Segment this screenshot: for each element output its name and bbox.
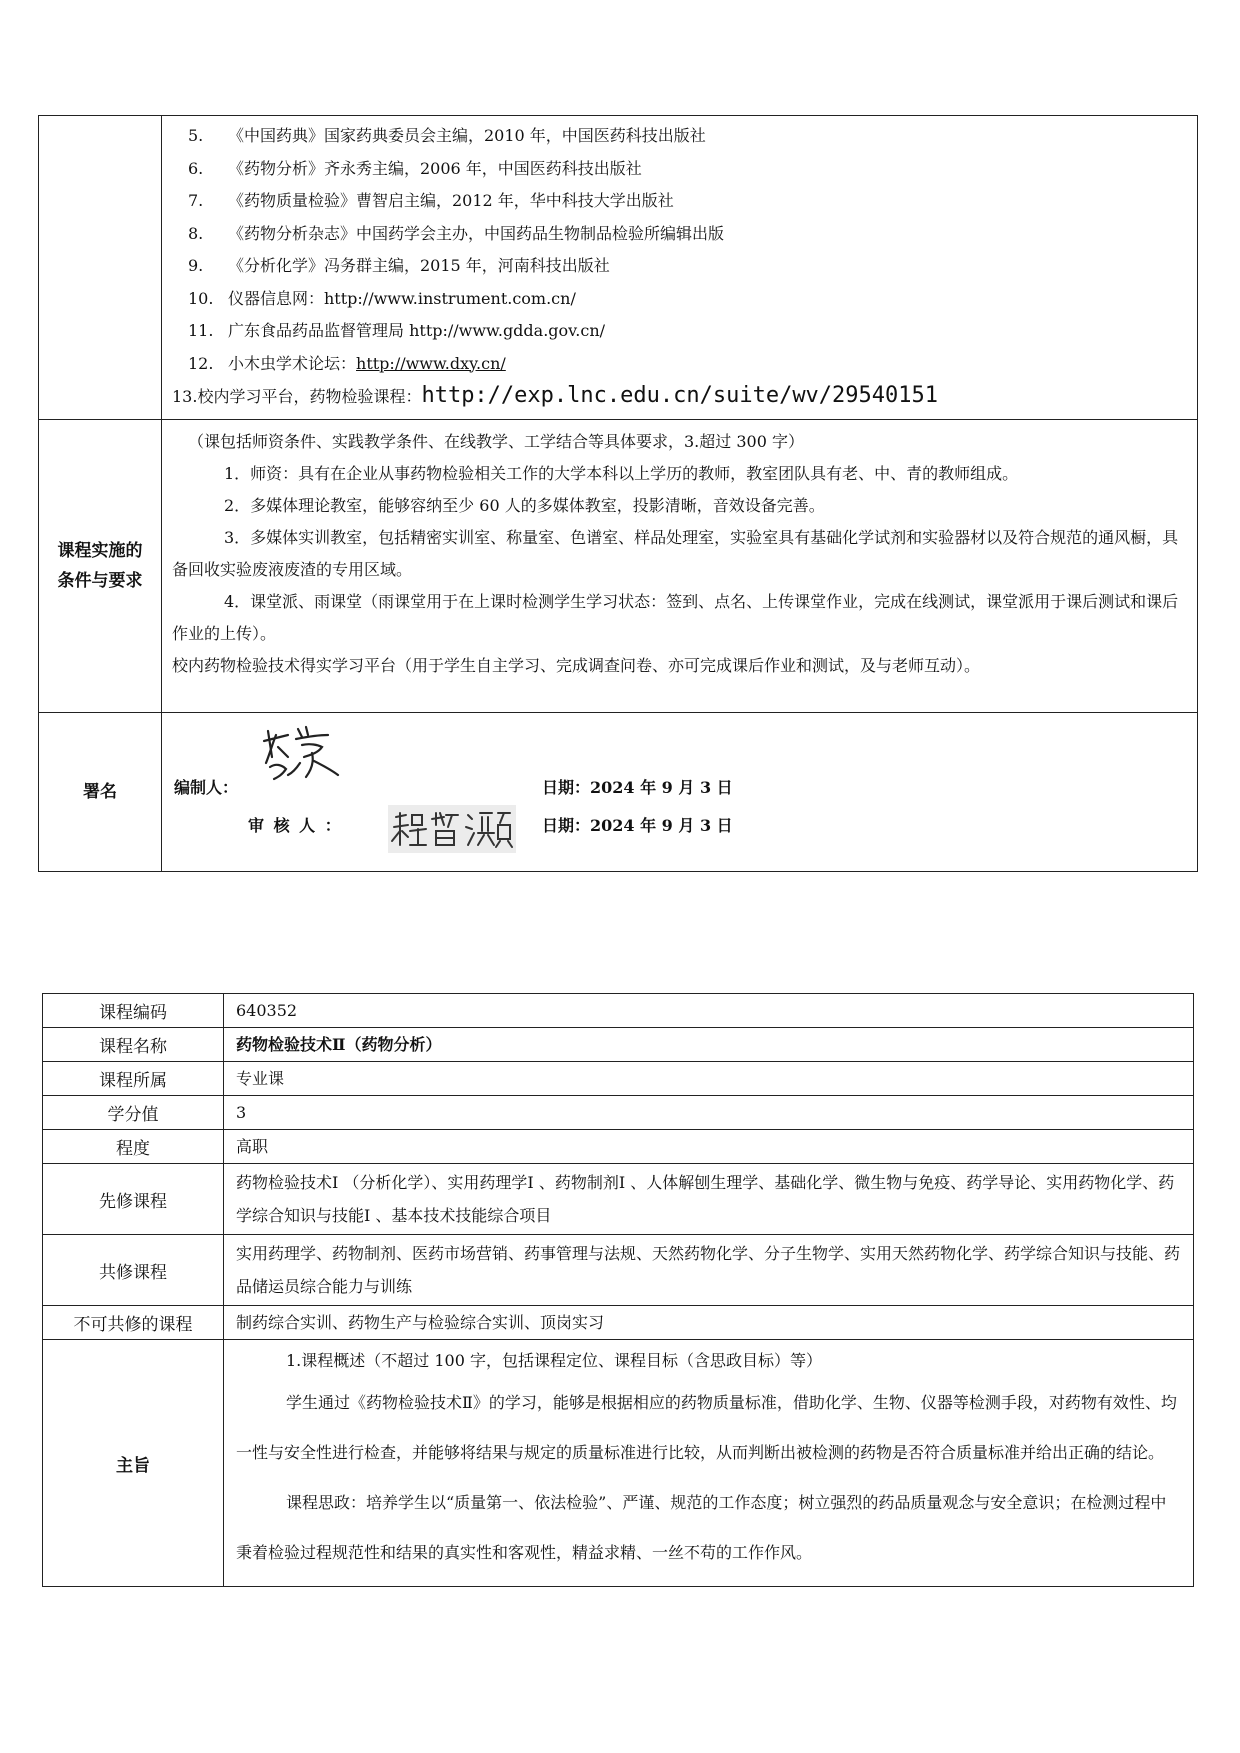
- reference-text: 《药物分析》齐永秀主编，2006 年，中国医药科技出版社: [228, 158, 642, 178]
- reference-link[interactable]: http://www.dxy.cn/: [356, 353, 506, 373]
- course-value: 专业课: [224, 1062, 1194, 1096]
- reference-text: 小木虫学术论坛：: [228, 353, 357, 373]
- course-key: 课程所属: [43, 1062, 224, 1096]
- references-row: [39, 116, 1198, 420]
- course-row: [43, 1130, 1194, 1164]
- references-label-cell: [39, 116, 162, 420]
- conditions-note: （课包括师资条件、实践教学条件、在线教学、工学结合等具体要求，3.超过 300 字）: [188, 431, 804, 451]
- reviewer-date: 日期：2024 年 9 月 3 日: [542, 815, 733, 835]
- author-signature-image: [262, 723, 342, 783]
- course-row: [43, 994, 1194, 1028]
- reference-text: 《分析化学》冯务群主编，2015 年，河南科技出版社: [228, 256, 610, 275]
- reference-item: 10. 仪器信息网：http://www.instrument.com.cn/: [188, 288, 576, 308]
- reference-text: 13.校内学习平台，药物检验课程：: [172, 387, 422, 406]
- course-key: 共修课程: [43, 1235, 224, 1306]
- reference-item: 6. 《药物分析》齐永秀主编，2006 年，中国医药科技出版社: [188, 158, 642, 178]
- reference-text: 《中国药典》国家药典委员会主编，2010 年，中国医药科技出版社: [228, 126, 706, 145]
- reference-item: 7. 《药物质量检验》曹智启主编，2012 年，华中科技大学出版社: [188, 191, 674, 210]
- course-value: 实用药理学、药物制剂、医药市场营销、药事管理与法规、天然药物化学、分子生物学、实用天然药物化学、药学综合知识与技能、药品储运员综合能力与训练: [224, 1235, 1194, 1306]
- references-list: [162, 116, 1198, 420]
- course-row: [43, 1028, 1194, 1062]
- course-value: 制药综合实训、药物生产与检验综合实训、顶岗实习: [224, 1306, 1194, 1340]
- course-row: [43, 1306, 1194, 1340]
- signature-content: [162, 712, 1198, 871]
- course-row: [43, 1096, 1194, 1130]
- reference-text: 仪器信息网：http://www.instrument.com.cn/: [228, 288, 576, 308]
- reference-text: 广东食品药品监督管理局 http://www.gdda.gov.cn/: [228, 321, 606, 340]
- course-value: 药物检验技术Ⅰ （分析化学）、实用药理学Ⅰ 、药物制剂Ⅰ 、人体解刨生理学、基础化学、微生物与免疫、药学导论、实用药物化学、药学综合知识与技能Ⅰ 、基本技术技能综合项目: [224, 1164, 1194, 1235]
- course-aim-paragraph: 课程思政：培养学生以“质量第一、依法检验”、严谨、规范的工作态度；树立强烈的药品质量观念与安全意识；在检测过程中秉着检验过程规范性和结果的真实性和客观性，精益求精、一丝不苟的工作作风。: [236, 1493, 1167, 1562]
- conditions-paragraph: 1．师资：具有在企业从事药物检验相关工作的大学本科以上学历的教师，教室团队具有老、中、青的教师组成。: [224, 463, 1019, 483]
- course-key: 学分值: [43, 1096, 224, 1130]
- course-value: 药物检验技术Ⅱ（药物分析）: [224, 1028, 1194, 1062]
- course-key: 程度: [43, 1130, 224, 1164]
- reference-text: 《药物质量检验》曹智启主编，2012 年，华中科技大学出版社: [228, 191, 674, 210]
- reviewer-signature-image: [388, 805, 516, 853]
- reference-text: 《药物分析杂志》中国药学会主办，中国药品生物制品检验所编辑出版: [228, 223, 725, 243]
- course-value: 高职: [224, 1130, 1194, 1164]
- reviewer-label: 审 核 人 ：: [248, 815, 343, 835]
- conditions-paragraph: 2．多媒体理论教室，能够容纳至少 60 人的多媒体教室，投影清晰，音效设备完善。: [224, 495, 825, 515]
- reference-link[interactable]: http://exp.lnc.edu.cn/suite/wv/29540151: [421, 383, 939, 408]
- signature-label: 署名: [39, 712, 162, 871]
- course-value: 640352: [224, 994, 1194, 1028]
- signature-row: [39, 712, 1198, 871]
- course-info-table: [42, 993, 1194, 1587]
- course-key: 不可共修的课程: [43, 1306, 224, 1340]
- course-aim-key: 主旨: [43, 1340, 224, 1587]
- course-implementation-table: [38, 115, 1198, 872]
- course-aim-row: [43, 1340, 1194, 1587]
- conditions-paragraph: 3．多媒体实训教室，包括精密实训室、称量室、色谱室、样品处理室，实验室具有基础化学试剂和实验器材以及符合规范的通风橱，具备回收实验废液废渣的专用区域。: [172, 527, 1179, 579]
- course-key: 课程名称: [43, 1028, 224, 1062]
- reference-item: [172, 380, 1187, 413]
- conditions-paragraph: 4．课堂派、雨课堂（雨课堂用于在上课时检测学生学习状态：签到、点名、上传课堂作业，完成在线测试，课堂派用于课后测试和课后作业的上传）。: [172, 591, 1179, 643]
- conditions-row: [39, 419, 1198, 712]
- conditions-paragraph: 校内药物检验技术得实学习平台（用于学生自主学习、完成调查问卷、亦可完成课后作业和测试，及与老师互动）。: [172, 655, 981, 675]
- course-row: [43, 1062, 1194, 1096]
- course-key: 课程编码: [43, 994, 224, 1028]
- author-date: 日期：2024 年 9 月 3 日: [542, 777, 733, 797]
- course-value: 3: [224, 1096, 1194, 1130]
- conditions-content: [162, 419, 1198, 712]
- reference-item: 12. 小木虫学术论坛：http://www.dxy.cn/: [188, 353, 506, 373]
- course-row: [43, 1164, 1194, 1235]
- course-aim-heading: 1.课程概述（不超过 100 字，包括课程定位、课程目标（含思政目标）等）: [286, 1351, 822, 1370]
- conditions-label: 课程实施的 条件与要求: [39, 419, 162, 712]
- reference-item: 5. 《中国药典》国家药典委员会主编，2010 年，中国医药科技出版社: [188, 126, 706, 145]
- reference-item: 8. 《药物分析杂志》中国药学会主办，中国药品生物制品检验所编辑出版: [188, 223, 725, 243]
- author-label: 编制人：: [174, 777, 239, 797]
- reference-item: 9. 《分析化学》冯务群主编，2015 年，河南科技出版社: [188, 256, 610, 275]
- course-aim-content: [224, 1340, 1194, 1587]
- course-aim-paragraph: 学生通过《药物检验技术Ⅱ》的学习，能够是根据相应的药物质量标准，借助化学、生物、仪器等检测手段，对药物有效性、均一性与安全性进行检查，并能够将结果与规定的质量标准进行比较，从而判断出被检测的药物是否符合质量标准并给出正确的结论。: [236, 1393, 1177, 1462]
- course-key: 先修课程: [43, 1164, 224, 1235]
- reference-item: 11. 广东食品药品监督管理局 http://www.gdda.gov.cn/: [188, 321, 606, 340]
- course-row: [43, 1235, 1194, 1306]
